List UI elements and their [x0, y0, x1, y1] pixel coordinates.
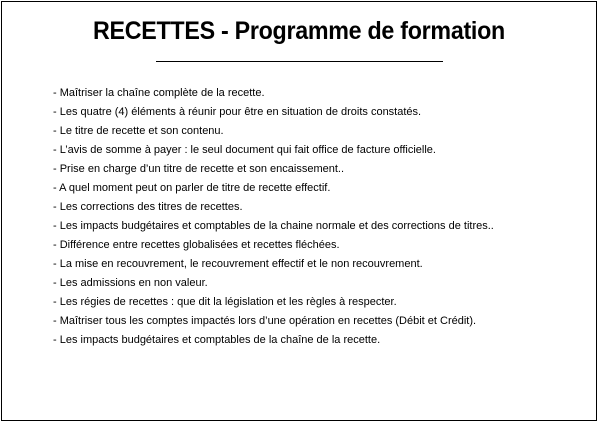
list-item: - L’avis de somme à payer : le seul document qui fait office de facture officielle. [53, 144, 436, 156]
page-title: RECETTES - Programme de formation [93, 17, 505, 45]
list-item: - Les impacts budgétaires et comptables de la chaîne de la recette. [53, 334, 381, 346]
list-item: - Maîtriser tous les comptes impactés lors d’une opération en recettes (Débit et Crédit). [53, 315, 477, 327]
list-item: - Les quatre (4) éléments à réunir pour être en situation de droits constatés. [53, 106, 422, 118]
list-item: - Maîtriser la chaîne complète de la recette. [53, 87, 265, 99]
list-item: - Différence entre recettes globalisées et recettes fléchées. [53, 239, 340, 251]
list-item: - Les régies de recettes : que dit la législation et les règles à respecter. [53, 296, 397, 308]
list-item: - Le titre de recette et son contenu. [53, 125, 224, 137]
list-item: - Les corrections des titres de recettes. [53, 201, 243, 213]
title-underline [156, 61, 443, 62]
list-item: - La mise en recouvrement, le recouvrement effectif et le non recouvrement. [53, 258, 423, 270]
list-item: - Prise en charge d’un titre de recette et son encaissement.. [53, 163, 345, 175]
list-item: - A quel moment peut on parler de titre de recette effectif. [53, 182, 331, 194]
program-list [53, 86, 494, 352]
list-item: - Les impacts budgétaires et comptables de la chaine normale et des corrections de titres.. [53, 220, 494, 232]
list-item: - Les admissions en non valeur. [53, 277, 208, 289]
